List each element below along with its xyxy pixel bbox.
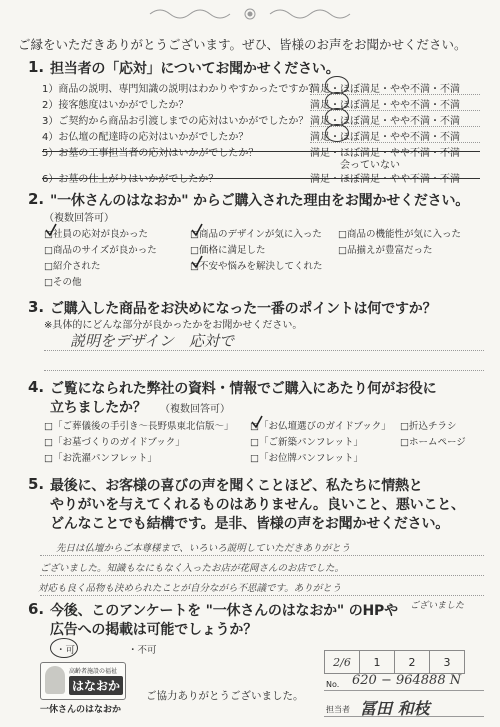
q6-option-yes: ・可 <box>56 645 76 656</box>
q2-option-4: □商品のサイズが良かった <box>44 245 157 256</box>
q1-scale-2: 満足・ほぼ満足・やや不満・不満 <box>310 100 460 111</box>
q3-title: ご購入した商品をお決めになった一番のポイントは何ですか？ <box>50 301 437 317</box>
q2-option-7: □紹介された <box>44 261 101 272</box>
q5-title-line2: やりがいを与えてくれるものはありません。良いこと、悪いこと、 <box>50 497 465 513</box>
q3-note: ※具体的にどんな部分が良かったかをお聞かせください。 <box>44 320 303 331</box>
q3-answer: 説明をデザイン 応対で <box>70 332 234 350</box>
q2-option-2: □商品のデザインが気に入った <box>190 229 322 240</box>
q5-title-line3: どんなことでも結構です。是非、皆様の声をお聞かせください。 <box>50 516 450 532</box>
q4-option-5: □「ご新築パンフレット」 <box>250 437 364 448</box>
q1-item-2: 2）接客態度はいかがでしたか？ <box>42 100 189 111</box>
q2-note: （複数回答可） <box>44 213 114 224</box>
q5-number: 5. <box>28 475 45 493</box>
header-ornament <box>145 6 355 22</box>
checkmark-icon <box>190 222 204 241</box>
q6-option-no: ・不可 <box>128 645 157 656</box>
q4-option-3: □折込チラシ <box>400 421 457 432</box>
q1-item-4: 4）お仏壇の配達時の応対はいかがでしたか？ <box>42 132 249 143</box>
q5-answer-line-4: ございました <box>410 601 465 611</box>
checkmark-icon <box>190 254 204 273</box>
logo-subtext: 高齢者施設の福祉 <box>69 668 118 675</box>
q2-option-9: □その他 <box>44 277 82 288</box>
logo-main-text: はなおか <box>69 676 123 695</box>
q1-rule <box>310 142 480 143</box>
q2-option-1: □社員の応対が良かった <box>44 229 148 240</box>
q1-scale-5: 満足・ほぼ満足・やや不満・不満 <box>310 148 460 159</box>
q4-option-8: □「お位牌パンフレット」 <box>250 453 364 464</box>
q1-scale-1: 満足・ほぼ満足・やや不満・不満 <box>310 84 460 95</box>
q1-not-met-note: 会っていない <box>340 160 400 171</box>
q4-option-7: □「お洗濯パンフレット」 <box>44 453 158 464</box>
staff-value: 冨田 和枝 <box>360 699 430 718</box>
visit-count-table <box>324 650 465 674</box>
q6-title-line2: 広告への掲載は可能でしょうか？ <box>50 622 257 638</box>
intro-text: ご縁をいただきありがとうございます。ぜひ、皆様のお声をお聞かせください。 <box>18 37 467 52</box>
answer-circle <box>325 124 349 142</box>
q4-note: （複数回答可） <box>160 404 230 415</box>
visit-date-cell: 2/6 <box>325 651 360 674</box>
q1-scale-3: 満足・ほぼ満足・やや不満・不満 <box>310 116 460 127</box>
answer-circle <box>50 638 78 658</box>
q2-title: "一休さんのはなおか" からご購入された理由をお聞かせください。 <box>50 193 470 209</box>
no-label: No. <box>326 680 340 689</box>
q4-option-4: □「お墓づくりのガイドブック」 <box>44 437 185 448</box>
q2-option-6: □品揃えが豊富だった <box>338 245 433 256</box>
company-logo <box>40 662 126 700</box>
q4-option-1: □「ご葬儀後の手引き〜長野県東北信版〜」 <box>44 421 234 432</box>
q1-strike-6 <box>42 178 480 179</box>
q2-option-3: □商品の機能性が気に入った <box>338 229 461 240</box>
visit-cell-1: 1 <box>360 651 395 674</box>
checkmark-icon <box>44 222 58 241</box>
q1-scale-4: 満足・ほぼ満足・やや不満・不満 <box>310 132 460 143</box>
monk-mascot-icon <box>45 666 65 694</box>
q1-scale-6: 満足・ほぼ満足・やや不満・不満 <box>310 174 460 185</box>
q3-number: 3. <box>28 298 45 316</box>
no-value: 620 − 964888 N <box>352 673 462 688</box>
q5-answer-line-3: 対応も良く品物も決められたことが自分ながら不思議です。ありがとう <box>38 583 342 594</box>
q1-item-3: 3）ご契約から商品お引渡しまでの応対はいかがでしたか？ <box>42 116 309 127</box>
staff-label: 担当者 <box>326 705 350 714</box>
q1-item-6: 6）お墓の仕上がりはいかがでしたか？ <box>42 174 219 185</box>
q5-title-line1: 最後に、お客様の喜びの声を聞くことほど、私たちに情熱と <box>50 478 423 494</box>
no-underline <box>324 690 484 691</box>
q5-answer-line-2: ございました。知識もなにもなく入ったお店が花岡さんのお店でした。 <box>40 563 345 574</box>
q4-title-line1: ご覧になられた弊社の資料・情報でご購入にあたり何がお役に <box>50 381 437 397</box>
q4-title-line2: 立ちましたか？ <box>50 400 147 416</box>
logo-caption: 一休さんのはなおか <box>40 705 122 715</box>
q5-rule <box>40 575 484 576</box>
q3-rule <box>44 370 484 371</box>
q5-rule <box>40 555 484 556</box>
q6-number: 6. <box>28 600 45 618</box>
q4-option-2: □「お仏壇選びのガイドブック」 <box>250 421 391 432</box>
thanks-text: ご協力ありがとうございました。 <box>146 690 304 702</box>
q1-strike-5 <box>42 151 480 152</box>
q5-answer-line-1: 先日は仏壇からご本尊様まで、いろいろ説明していただきありがとう <box>56 543 351 554</box>
visit-cell-3: 3 <box>430 651 465 674</box>
q5-rule <box>40 595 484 596</box>
staff-underline <box>324 716 484 717</box>
q3-rule <box>44 350 484 351</box>
q6-title-line1: 今後、このアンケートを "一休さんのはなおか" のHPや <box>50 603 398 619</box>
q1-item-5: 5）お墓の工事担当者の応対はいかがでしたか？ <box>42 148 259 159</box>
visit-cell-2: 2 <box>395 651 430 674</box>
q1-number: 1. <box>28 58 45 76</box>
q1-title: 担当者の「応対」についてお聞かせください。 <box>50 61 340 77</box>
q4-number: 4. <box>28 378 45 396</box>
q2-option-5: □価格に満足した <box>190 245 266 256</box>
q1-item-1: 1）商品の説明、専門知識の説明はわかりやすかったですか？ <box>42 84 319 95</box>
q2-number: 2. <box>28 190 45 208</box>
q4-option-6: □ホームページ <box>400 437 466 448</box>
checkmark-icon <box>250 414 264 433</box>
q2-option-8: □不安や悩みを解決してくれた <box>190 261 323 272</box>
